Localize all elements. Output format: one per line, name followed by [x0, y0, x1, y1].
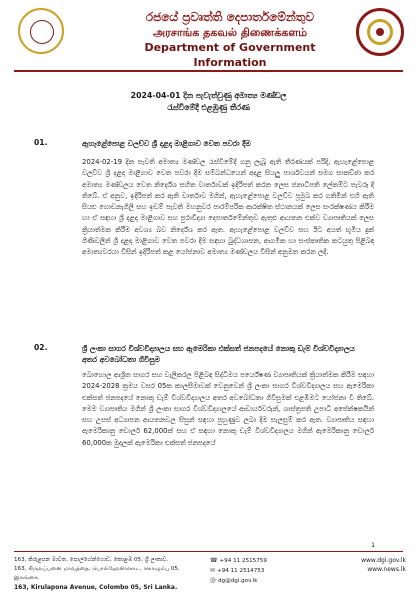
- address-english: 163, Kirulapona Avenue, Colombo 05, Sri Lanka.: [14, 584, 178, 591]
- department-name-tamil: அரசாங்க தகவல் திணைக்களம்: [152, 26, 308, 39]
- email-address[interactable]: dg@dgi.gov.lk: [218, 578, 258, 584]
- fax-number: +94 11 2514753: [217, 568, 265, 574]
- footer-contact: [210, 556, 330, 586]
- address-sinhala: 163, කිරුළපන මාවත, පොල්හේන්ගොඩ, කොළඹ 05, ශ්‍රී ලංකාව.: [14, 557, 169, 563]
- title-line-2: රැස්වීමේදී එළඹුණු තීරණ: [167, 103, 250, 112]
- section-1-paragraph: 2024-02-19 දින පැවති අමාත්‍ය මණ්ඩල රැස්වීමේදී ගනු ලැබූ ඇති තීරණයක් පරිදි, ඇහැළේපොළ වලව්ව ශ්‍රී දළදා මාළිගාව වෙත පවරා දීම සම්බන්ධයෙන් අදාළ සියලු පාර්ශවයන් සමග සාකච්ඡා කර අමාත්‍ය මණ්ඩලය වෙත නිර්දේශ සහිත වාර්තාවක් ඉදිරිපත් කරන ලෙස ජනාධිපති ලේකම්ට පැවරූ දී තිබේ. ඒ අනුව, ඉදිරිපත් කර ඇති වාර්තාව මගින්, ඇහැළේපොළ වලව්ව ප්‍රමුඛ කර ගනිමින් එහි ඇති සියළු ගොඩනැගිලි සහ ඉඩම් පැවති මහනුවර පාරම්පරික ආරක්ෂිත ස්ථානයක් ලෙස සංරක්ෂණය කිරීම හා ඒ සඳහා ශ්‍රී දළදා මාළිගාව සහ පුරාවිද්‍යා දෙපාර්තමේන්තුව ඇතුළු ආයතන එක්ව ව්‍යාපෘතියක් ලෙස ක්‍රියාත්මක කිරීම අවශ්‍ය බව නිර්දේශ කර ඇත. ඇහැළේපොළ වලව්ව සහ ඊට අයත් භූමිය දුක් ගිණිවලින් ශ්‍රී දළදා මාළිගාව වෙත පවරා දීම සඳහා බුද්ධශාසන, ආගමික හා සංස්කෘතික කටයුතු පිළිබඳ අමාත්‍යවරයා විසින් ඉදිරිපත් කළ යෝජනාව අමාත්‍ය මණ්ඩලය විසින් අනුමත කරන ලදී.: [82, 158, 374, 257]
- phone-icon: ☎: [210, 557, 218, 564]
- national-emblem-icon: [18, 8, 64, 54]
- section-2-paragraph: බොහොල ආශ්‍රිත සාගර සහ වැලිකරල පිළිබඳ සිද්ධිමය පර්යේෂණ ව්‍යාපෘතියක් ක්‍රියාත්මක කිරීම සඳහා 2024-2028 ක්‍රමය වසර 05ක කාලසීමාවක් වෙනුවෙන් ශ්‍රී ලංකා සාගර විශ්වවිද්‍යාලය සහ ඇමෙරිකා එක්සත් ජනපදයේ නොකු ඩැම් විශ්වවිද්‍යාලය අතර අවබෝධතා ගිවිසුමක් එළඹීමට යෝජනා වී තිබේ. මෙම ව්‍යාපෘතිය මගින් ශ්‍රී ලංකා සාගර විශ්වවිද්‍යාලයේ ආචාර්යවරුන්, ශාස්ත්‍රපති උපාධි අපේක්ෂකයින් සහ උසස් අධ්‍යාපන ආයතනවල සිසුන් සඳහා පුහුණුව ලබා දීම සැලසුම් කර ඇත. ව්‍යාපෘතිය සඳහා ඇමෙරිකානු ඩොලර් 62,000ක් සහ ඒ සඳහා නොකු ඩැම් විශ්වවිද්‍යාලය මගින් ඇමෙරිකානු ඩොලර් 60,000ක මුදලක් ඇමෙරිකා එක්සත් ජනපදයේ: [82, 371, 374, 447]
- letterhead: [0, 0, 417, 70]
- department-name-sinhala: රජයේ ප්‍රවෘත්ති දෙපාර්තමේන්තුව: [145, 10, 315, 24]
- document-title: [60, 90, 357, 114]
- title-line-1: 2024-04-01 දින පැවැත්වුණු අමාත්‍ය මණ්ඩල: [130, 91, 287, 100]
- footer: [0, 553, 417, 590]
- department-name-english: Department of Government Information: [144, 41, 316, 69]
- department-name: [120, 10, 340, 70]
- page-number: 1: [371, 541, 376, 549]
- section-1-body: [82, 157, 374, 333]
- footer-divider: [14, 551, 403, 552]
- section-2-title: ශ්‍රී ලංකා සාගර විශ්වවිද්‍යාලය සහ ඇමෙරිකා එක්සත් ජනපදයේ නොකු ඩැම් විශ්වවිද්‍යාලය අතර අවබෝධතා ගිවිසුම: [82, 344, 355, 364]
- email-icon: @: [210, 577, 216, 584]
- section-1-number: 01.: [34, 138, 48, 147]
- section-2-number: 02.: [34, 343, 48, 352]
- website-dgi[interactable]: www.dgi.gov.lk: [361, 557, 406, 564]
- website-news[interactable]: www.news.lk: [367, 566, 406, 573]
- footer-address: [14, 556, 204, 592]
- department-logo-icon: [356, 8, 404, 56]
- section-1-title: ඇහැළේපොළ වලව්ව ශ්‍රී දළදා මාළිගාව වෙත පවරා දීම: [82, 139, 251, 148]
- phone-number: +94 11 2515759: [219, 558, 267, 564]
- header-divider: [14, 70, 403, 72]
- address-tamil: 163, கிருலப்பனை மாவத்தை, பொல்ஹேன்கொட, கொழும்பு 05, இலங்கை.: [14, 566, 180, 581]
- fax-icon: ✉: [210, 567, 216, 574]
- footer-websites: [316, 556, 406, 574]
- section-2-body: [82, 370, 374, 538]
